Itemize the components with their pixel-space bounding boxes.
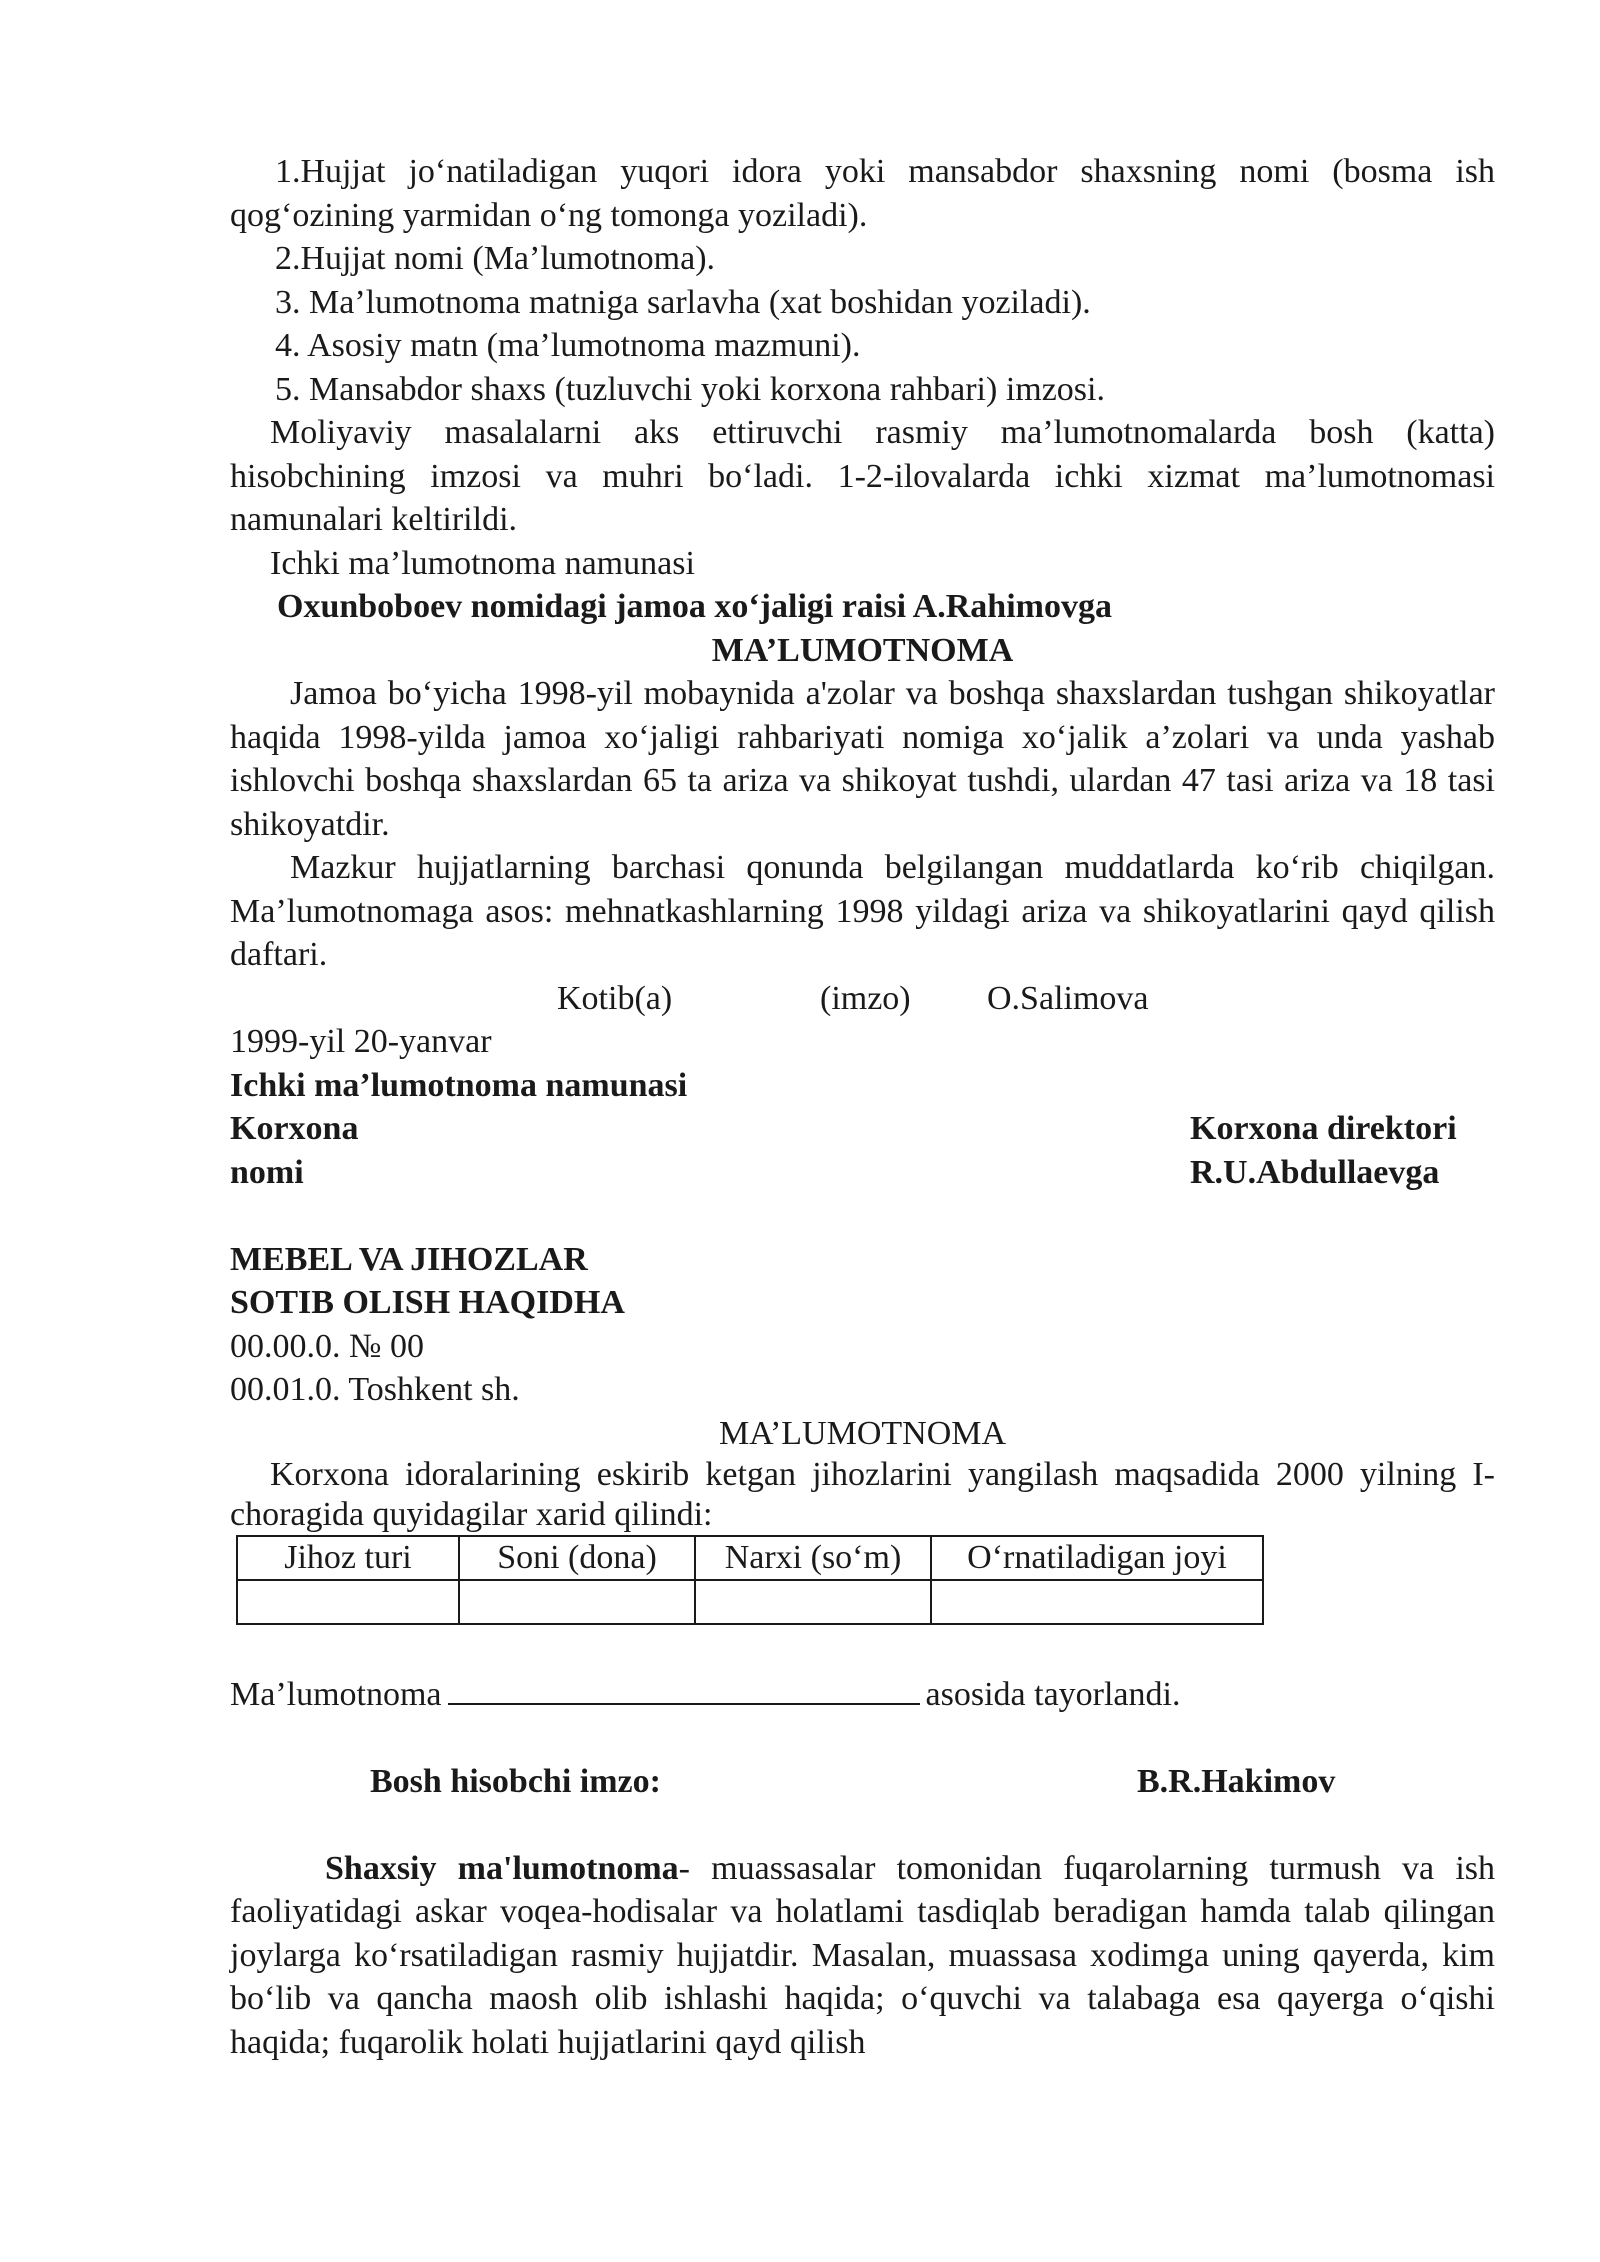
sample2-paragraph: Korxona idoralarining eskirib ketgan jihozlarini yangilash maqsadida 2000 yilning I-choragida quyidagilar xarid qilindi: xyxy=(230,1456,1495,1533)
table-cell xyxy=(459,1580,695,1624)
reference-line-1: 00.00.0. № 00 xyxy=(230,1327,424,1365)
company-name-label: Korxona xyxy=(230,1110,359,1147)
document-page xyxy=(230,150,1495,2064)
table-header-cell: Jihoz turi xyxy=(237,1536,459,1580)
reference-line-2: 00.01.0. Toshkent sh. xyxy=(230,1371,520,1408)
signature-placeholder: (imzo) xyxy=(820,979,911,1017)
sample1-heading: Ichki ma’lumotnoma namunasi xyxy=(270,544,695,582)
sample2-header-row-1 xyxy=(230,1107,1495,1151)
sample1-date: 1999-yil 20-yanvar xyxy=(230,1023,492,1060)
list-item-4: 4. Asosiy matn (ma’lumotnoma mazmuni). xyxy=(275,327,861,364)
addressee-name: R.U.Abdullaevga xyxy=(1190,1153,1440,1191)
sample2-title: MA’LUMOTNOMA xyxy=(718,1414,1007,1452)
table-header-cell: Soni (dona) xyxy=(459,1536,695,1580)
paragraph-moliyaviy: Moliyaviy masalalarni aks ettiruvchi rasmiy ma’lumotnomalarda bosh (katta) hisobchining imzosi va muhri bo‘ladi. 1-2-ilovalarda ichki xizmat ma’lumotnomasi namunalari keltirildi. xyxy=(230,414,1495,538)
table-cell xyxy=(237,1580,459,1624)
table-cell xyxy=(931,1580,1263,1624)
table-cell xyxy=(695,1580,931,1624)
shaxsiy-term: Shaxsiy ma'lumotnoma xyxy=(325,1849,679,1887)
subject-line-1: MEBEL VA JIHOZLAR xyxy=(230,1240,588,1278)
subject-line-2: SOTIB OLISH HAQIDHA xyxy=(230,1284,625,1321)
equipment-table xyxy=(236,1535,1264,1625)
sample2-heading: Ichki ma’lumotnoma namunasi xyxy=(230,1066,688,1104)
table-header-cell: O‘rnatiladigan joyi xyxy=(931,1536,1263,1580)
addressee-role: Korxona direktori xyxy=(1190,1110,1457,1147)
sample1-signature-line xyxy=(230,977,1495,1021)
shaxsiy-paragraph xyxy=(230,1847,1495,2065)
list-item-5: 5. Mansabdor shaxs (tuzluvchi yoki korxona rahbari) imzosi. xyxy=(275,370,1105,408)
table-row xyxy=(237,1580,1263,1624)
shaxsiy-text: - muassasalar tomonidan fuqarolarning turmush va ish faoliyatidagi askar voqea-hodisalar va holatlami tasdiqlab beradigan hamda talab qilingan joylarga ko‘rsatiladigan rasmiy hujjatdir. Masalan, muassasa xodimga uning qayerda, kim bo‘lib va qancha maosh olib ishlashi haqida; o‘quvchi va talabaga esa qayerga o‘qishi haqida; fuqarolik holati hujjatlarini qayd qilish xyxy=(230,1849,1495,2061)
basis-blank-line xyxy=(448,1669,920,1705)
basis-line xyxy=(230,1669,1495,1717)
table-header-row xyxy=(237,1536,1263,1580)
company-name-label-2: nomi xyxy=(230,1153,304,1191)
chief-accountant-signature xyxy=(230,1760,1495,1804)
spacer xyxy=(230,1803,1495,1847)
spacer xyxy=(230,1194,1495,1238)
sample1-paragraph-2: Mazkur hujjatlarning barchasi qonunda belgilangan muddatlarda ko‘rib chiqilgan. Ma’lumotnomaga asos: mehnatkashlarning 1998 yildagi ariza va shikoyatlarini qayd qilish daftari. xyxy=(230,849,1495,973)
sign-name: B.R.Hakimov xyxy=(1137,1762,1336,1800)
sample2-header-row-2 xyxy=(230,1151,1495,1195)
signer-name: O.Salimova xyxy=(987,979,1149,1017)
sign-label: Bosh hisobchi imzo: xyxy=(370,1762,661,1800)
signer-role: Kotib(a) xyxy=(557,979,673,1017)
basis-suffix: asosida tayorlandi. xyxy=(925,1675,1181,1713)
list-item-1: 1.Hujjat jo‘natiladigan yuqori idora yoki mansabdor shaxsning nomi (bosma ish qog‘ozining yarmidan o‘ng tomonga yoziladi). xyxy=(230,153,1495,234)
table-header-cell: Narxi (so‘m) xyxy=(695,1536,931,1580)
sample1-paragraph-1: Jamoa bo‘yicha 1998-yil mobaynida a'zolar va boshqa shaxslardan tushgan shikoyatlar haqida 1998-yilda jamoa xo‘jaligi rahbariyati nomiga xo‘jalik a’zolari va unda yashab ishlovchi boshqa shaxslardan 65 ta ariza va shikoyat tushdi, ulardan 47 tasi ariza va 18 tasi shikoyatdir. xyxy=(230,675,1495,843)
spacer xyxy=(230,1716,1495,1760)
list-item-3: 3. Ma’lumotnoma matniga sarlavha (xat boshidan yoziladi). xyxy=(275,283,1091,321)
sample1-addressee: Oxunboboev nomidagi jamoa xo‘jaligi raisi A.Rahimovga xyxy=(277,588,1112,625)
sample1-title: MA’LUMOTNOMA xyxy=(711,631,1014,669)
spacer xyxy=(230,1625,1495,1669)
basis-prefix: Ma’lumotnoma xyxy=(230,1675,442,1713)
list-item-2: 2.Hujjat nomi (Ma’lumotnoma). xyxy=(275,240,716,277)
